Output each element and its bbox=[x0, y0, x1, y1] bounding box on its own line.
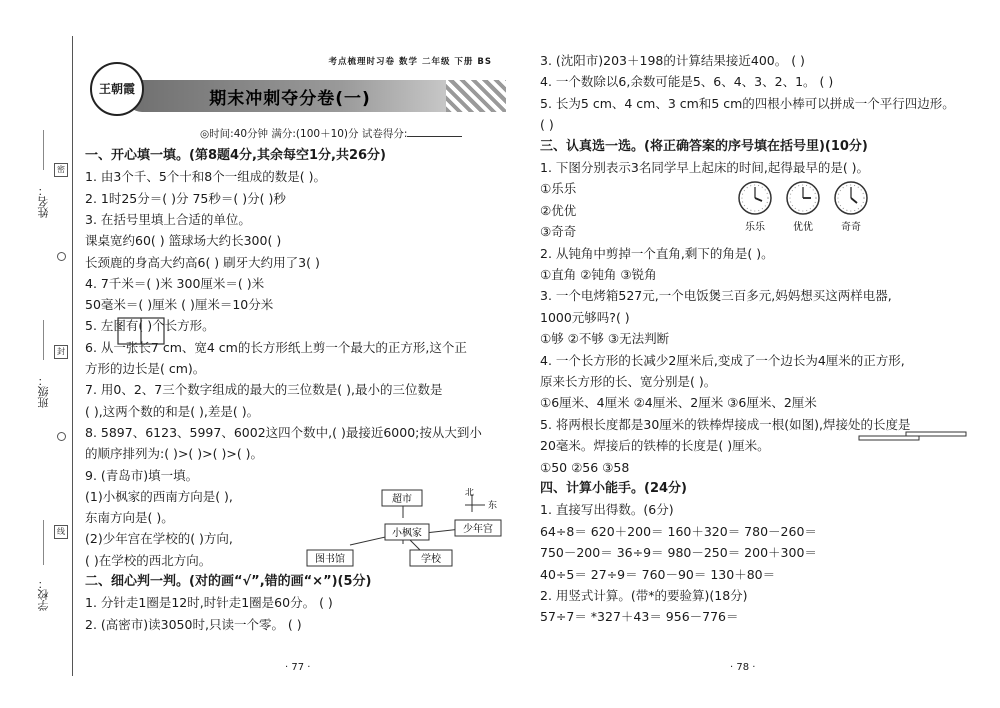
header-meta: 考点梳理时习卷 数学 二年级 下册 BS bbox=[328, 57, 492, 67]
question-line: 2. 1时25分＝( )分 75秒＝( )分( )秒 bbox=[85, 190, 286, 206]
question-line: ③奇奇 bbox=[540, 224, 577, 240]
question-line: 长颈鹿的身高大约高6( ) 刷牙大约用了3( ) bbox=[85, 254, 320, 270]
question-line: 东南方向是( )。 bbox=[85, 510, 174, 526]
clock-icon bbox=[787, 182, 819, 214]
clock-label-b: 优优 bbox=[793, 222, 813, 233]
question-line: 1. 分针走1圈是12时,时针走1圈是60分。 ( ) bbox=[85, 595, 333, 611]
question-line: 的顺序排列为:( )>( )>( )>( )。 bbox=[85, 446, 264, 462]
seal-mark: 线 bbox=[54, 525, 68, 539]
question-line: 5. 将两根长度都是30厘米的铁棒焊接成一根(如图),焊接处的长度是 bbox=[540, 416, 911, 432]
clock-icon bbox=[739, 182, 771, 214]
hole-mark bbox=[57, 252, 66, 261]
school-line bbox=[43, 520, 44, 565]
welded-rod-figure bbox=[858, 428, 968, 446]
map-school: 学校 bbox=[421, 554, 441, 565]
question-line: ( ) bbox=[540, 117, 554, 133]
question-line: 2. (高密市)读3050时,只读一个零。 ( ) bbox=[85, 616, 302, 632]
question-line: ①6厘米、4厘米 ②4厘米、2厘米 ③6厘米、2厘米 bbox=[540, 395, 817, 411]
question-line: 课桌宽约60( ) 篮球场大约长300( ) bbox=[85, 233, 282, 249]
seal-mark: 密 bbox=[54, 163, 68, 177]
map-youth: 少年宫 bbox=[463, 524, 493, 535]
question-line: (2)少年宫在学校的( )方向, bbox=[85, 531, 233, 547]
question-line: 原来长方形的长、宽分别是( )。 bbox=[540, 374, 717, 389]
page-title: 期末冲刺夺分卷(一) bbox=[209, 89, 371, 109]
question-line: 40÷5＝ 27÷9＝ 760－90＝ 130＋80＝ bbox=[540, 566, 776, 582]
question-line: 750－200＝ 36÷9＝ 980－250＝ 200＋300＝ bbox=[540, 545, 817, 561]
rectangle-figure bbox=[117, 317, 167, 345]
question-line: 7. 用0、2、7三个数字组成的最大的三位数是( ),最小的三位数是 bbox=[85, 382, 443, 398]
fold-line bbox=[72, 36, 73, 676]
map-library: 图书馆 bbox=[315, 554, 345, 565]
east-label: 东 bbox=[488, 501, 498, 511]
exam-info bbox=[200, 126, 462, 141]
question-line: 1. 下图分别表示3名同学早上起床的时间,起得最早的是( )。 bbox=[540, 160, 870, 175]
question-line: 4. 一个数除以6,余数可能是5、6、4、3、2、1。 ( ) bbox=[540, 74, 834, 90]
class-line bbox=[43, 320, 44, 360]
section-heading: 二、细心判一判。(对的画“√”,错的画“×”)(5分) bbox=[85, 574, 372, 589]
question-line: 1000元够吗?( ) bbox=[540, 309, 630, 325]
north-label: 北 bbox=[465, 488, 475, 498]
hole-mark bbox=[57, 432, 66, 441]
question-line: ①50 ②56 ③58 bbox=[540, 459, 630, 475]
clock-label-c: 奇奇 bbox=[841, 222, 861, 233]
section-heading: 三、认真选一选。(将正确答案的序号填在括号里)(10分) bbox=[540, 138, 868, 154]
exam-info-text: ◎时间:40分钟 满分:(100＋10)分 试卷得分: bbox=[200, 128, 408, 140]
map-home: 小枫家 bbox=[392, 528, 422, 539]
question-line: 5. 左图有( )个长方形。 bbox=[85, 318, 215, 334]
class-label: 班级： bbox=[37, 375, 50, 408]
question-line: 3. (沈阳市)203＋198的计算结果接近400。 ( ) bbox=[540, 53, 805, 68]
direction-map bbox=[305, 488, 505, 578]
question-line: 6. 从一张长7 cm、宽4 cm的长方形纸上剪一个最大的正方形,这个正 bbox=[85, 339, 467, 355]
question-line: 1. 直接写出得数。(6分) bbox=[540, 502, 674, 518]
question-line: 20毫米。焊接后的铁棒的长度是( )厘米。 bbox=[540, 438, 770, 454]
logo: 王朝霞 bbox=[90, 62, 144, 116]
question-line: ①够 ②不够 ③无法判断 bbox=[540, 331, 670, 347]
clocks-figure bbox=[735, 178, 885, 234]
question-line: 64÷8＝ 620＋200＝ 160＋320＝ 780－260＝ bbox=[540, 523, 817, 539]
question-line: (1)小枫家的西南方向是( ), bbox=[85, 488, 233, 504]
question-line: ①乐乐 bbox=[540, 181, 577, 197]
question-line: 3. 一个电烤箱527元,一个电饭煲三百多元,妈妈想买这两样电器, bbox=[540, 288, 892, 304]
question-line: ( ),这两个数的和是( ),差是( )。 bbox=[85, 403, 260, 419]
section-heading: 四、计算小能手。(24分) bbox=[540, 481, 687, 496]
question-line: 3. 在括号里填上合适的单位。 bbox=[85, 211, 251, 227]
checker-pattern bbox=[446, 80, 506, 112]
score-blank bbox=[407, 136, 462, 137]
right-page bbox=[540, 0, 970, 708]
question-line: 1. 由3个千、5个十和8个一组成的数是( )。 bbox=[85, 169, 326, 185]
question-line: 2. 从钝角中剪掉一个直角,剩下的角是( )。 bbox=[540, 245, 774, 261]
page-number-left: · 77 · bbox=[285, 662, 311, 673]
left-page bbox=[80, 0, 510, 708]
question-line: ②优优 bbox=[540, 202, 577, 218]
name-line bbox=[43, 130, 44, 170]
question-line: 5. 长为5 cm、4 cm、3 cm和5 cm的四根小棒可以拼成一个平行四边形。 bbox=[540, 95, 955, 111]
question-line: 4. 一个长方形的长减少2厘米后,变成了一个边长为4厘米的正方形, bbox=[540, 352, 905, 368]
question-line: 8. 5897、6123、5997、6002这四个数中,( )最接近6000;按从大到小 bbox=[85, 424, 482, 440]
page-number-right: · 78 · bbox=[730, 662, 756, 673]
seal-mark: 封 bbox=[54, 345, 68, 359]
question-line: ( )在学校的西北方向。 bbox=[85, 552, 212, 568]
question-line: 2. 用竖式计算。(带*的要验算)(18分) bbox=[540, 588, 748, 603]
question-line: 50毫米＝( )厘米 ( )厘米＝10分米 bbox=[85, 297, 274, 313]
question-line: 9. (青岛市)填一填。 bbox=[85, 467, 199, 483]
question-line: 57÷7＝ *327＋43＝ 956－776＝ bbox=[540, 609, 739, 625]
question-line: ①直角 ②钝角 ③锐角 bbox=[540, 267, 657, 282]
question-line: 方形的边长是( cm)。 bbox=[85, 361, 206, 376]
name-label: 姓名： bbox=[37, 185, 50, 218]
school-label: 学校： bbox=[37, 578, 50, 611]
clock-label-a: 乐乐 bbox=[745, 222, 765, 233]
map-market: 超市 bbox=[392, 494, 412, 505]
clock-icon bbox=[835, 182, 867, 214]
section-heading: 一、开心填一填。(第8题4分,其余每空1分,共26分) bbox=[85, 148, 386, 163]
question-line: 4. 7千米＝( )米 300厘米＝( )米 bbox=[85, 275, 265, 291]
